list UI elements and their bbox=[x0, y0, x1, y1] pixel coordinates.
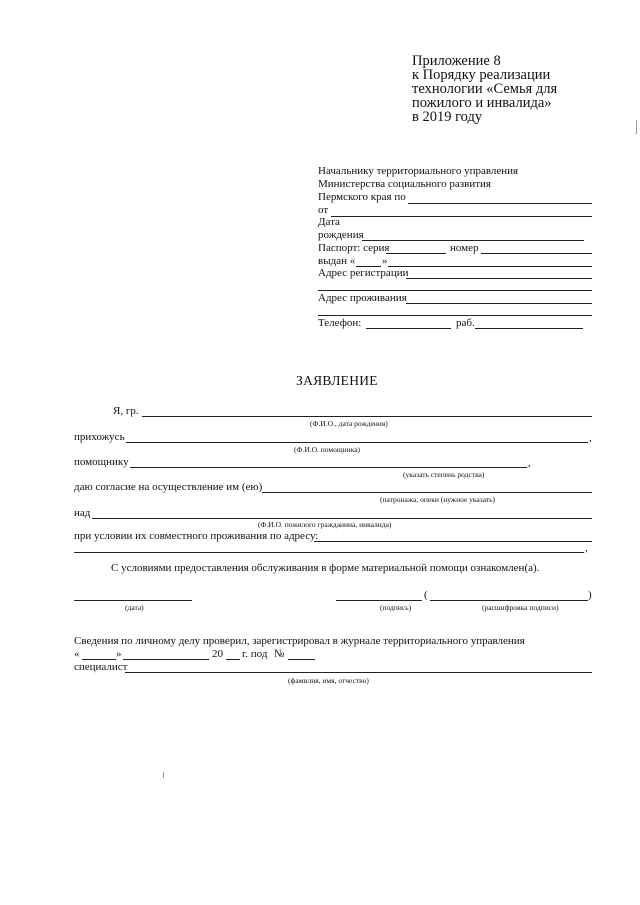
reg-year-field[interactable] bbox=[226, 659, 240, 660]
live-address-label: Адрес проживания bbox=[318, 292, 407, 304]
conditions-text: С условиями предоставления обслуживания в форме материальной помощи ознакомлен(а). bbox=[111, 562, 540, 574]
annex-line-1: Приложение 8 bbox=[412, 53, 501, 69]
cohabit-address-field[interactable] bbox=[314, 541, 592, 542]
caption-date: (дата) bbox=[125, 603, 144, 612]
passport-series-label: Паспорт: серия bbox=[318, 242, 390, 254]
from-label: от bbox=[318, 204, 329, 216]
addressee-line-3: Пермского края по bbox=[318, 191, 406, 203]
annex-line-4: пожилого и инвалида» bbox=[412, 95, 552, 111]
relation-comma: , bbox=[589, 432, 592, 444]
reg-address-label: Адрес регистрации bbox=[318, 267, 409, 279]
caption-patronage: (патронажа, опеки (нужное указать) bbox=[380, 495, 496, 504]
caption-fio-dob: (Ф.И.О., дата рождения) bbox=[310, 419, 388, 428]
relation-field[interactable] bbox=[126, 442, 588, 443]
caption-specialist-fio: (фамилия, имя, отчество) bbox=[288, 676, 369, 685]
consent-label: даю согласие на осуществление им (ею) bbox=[74, 481, 263, 493]
helper-field[interactable] bbox=[130, 467, 527, 468]
over-label: над bbox=[74, 507, 91, 519]
citizen-field[interactable] bbox=[142, 416, 592, 417]
scan-artifact bbox=[636, 120, 637, 134]
cohabit-label: при условии их совместного проживания по адресу: bbox=[74, 530, 319, 542]
phone-label: Телефон: bbox=[318, 317, 362, 329]
work-phone-label: раб. bbox=[456, 317, 475, 329]
specialist-field[interactable] bbox=[125, 672, 592, 673]
work-phone-field[interactable] bbox=[475, 328, 583, 329]
phone-field[interactable] bbox=[366, 328, 451, 329]
region-field[interactable] bbox=[408, 203, 592, 204]
live-address-field-2[interactable] bbox=[318, 315, 592, 316]
passport-series-field[interactable] bbox=[386, 253, 446, 254]
reg-quote-close: » bbox=[116, 648, 122, 660]
caption-kinship: (указать степень родства) bbox=[403, 470, 485, 479]
passport-number-label: номер bbox=[450, 242, 479, 254]
registration-info: Сведения по личному делу проверил, зарегистрировал в журнале территориального управления bbox=[74, 635, 525, 647]
reg-under-label: г. под bbox=[242, 648, 268, 660]
issued-quote-close: » bbox=[382, 255, 388, 267]
reg-number-label: № bbox=[274, 648, 285, 660]
dob-field[interactable] bbox=[362, 240, 584, 241]
cohabit-address-field-2[interactable] bbox=[74, 552, 584, 553]
signature-field[interactable] bbox=[336, 600, 422, 601]
elderly-field[interactable] bbox=[92, 518, 592, 519]
annex-line-3: технологии «Семья для bbox=[412, 81, 558, 97]
reg-address-field[interactable] bbox=[406, 278, 592, 279]
addressee-line-2: Министерства социального развития bbox=[318, 178, 491, 190]
signature-decode-field[interactable] bbox=[430, 600, 588, 601]
caption-decode: (расшифровка подписи) bbox=[482, 603, 559, 612]
caption-helper-fio: (Ф.И.О. помощника) bbox=[294, 445, 361, 454]
document-title: ЗАЯВЛЕНИЕ bbox=[296, 373, 378, 388]
issued-label: выдан « bbox=[318, 255, 356, 267]
reg-quote-open: « bbox=[74, 648, 80, 660]
relation-label: прихожусь bbox=[74, 431, 125, 443]
reg-day-field[interactable] bbox=[82, 659, 116, 660]
passport-number-field[interactable] bbox=[481, 253, 592, 254]
addressee-line-1: Начальнику территориального управления bbox=[318, 165, 519, 177]
paren-close: ) bbox=[588, 589, 592, 601]
live-address-field[interactable] bbox=[406, 303, 592, 304]
cohabit-comma: , bbox=[585, 542, 588, 554]
reg-month-field[interactable] bbox=[123, 659, 209, 660]
from-field[interactable] bbox=[331, 216, 592, 217]
annex-line-2: к Порядку реализации bbox=[412, 67, 551, 83]
date-field[interactable] bbox=[74, 600, 192, 601]
caption-signature: (подпись) bbox=[380, 603, 412, 612]
specialist-label: специалист bbox=[74, 661, 128, 673]
annex-header bbox=[412, 54, 557, 124]
consent-field[interactable] bbox=[262, 492, 592, 493]
dob-label-2: рождения bbox=[318, 229, 364, 241]
issued-field[interactable] bbox=[388, 266, 592, 267]
paren-open: ( bbox=[424, 589, 428, 601]
reg-year-label: 20 bbox=[212, 648, 223, 660]
dob-label-1: Дата bbox=[318, 216, 340, 228]
caption-elderly: (Ф.И.О. пожилого гражданина, инвалида) bbox=[258, 520, 392, 529]
reg-address-field-2[interactable] bbox=[318, 290, 592, 291]
scan-artifact bbox=[163, 772, 164, 778]
annex-line-5: в 2019 году bbox=[412, 109, 483, 125]
reg-number-field[interactable] bbox=[288, 659, 315, 660]
citizen-label: Я, гр. bbox=[113, 405, 139, 417]
helper-label: помощнику bbox=[74, 456, 129, 468]
helper-comma: , bbox=[528, 457, 531, 469]
